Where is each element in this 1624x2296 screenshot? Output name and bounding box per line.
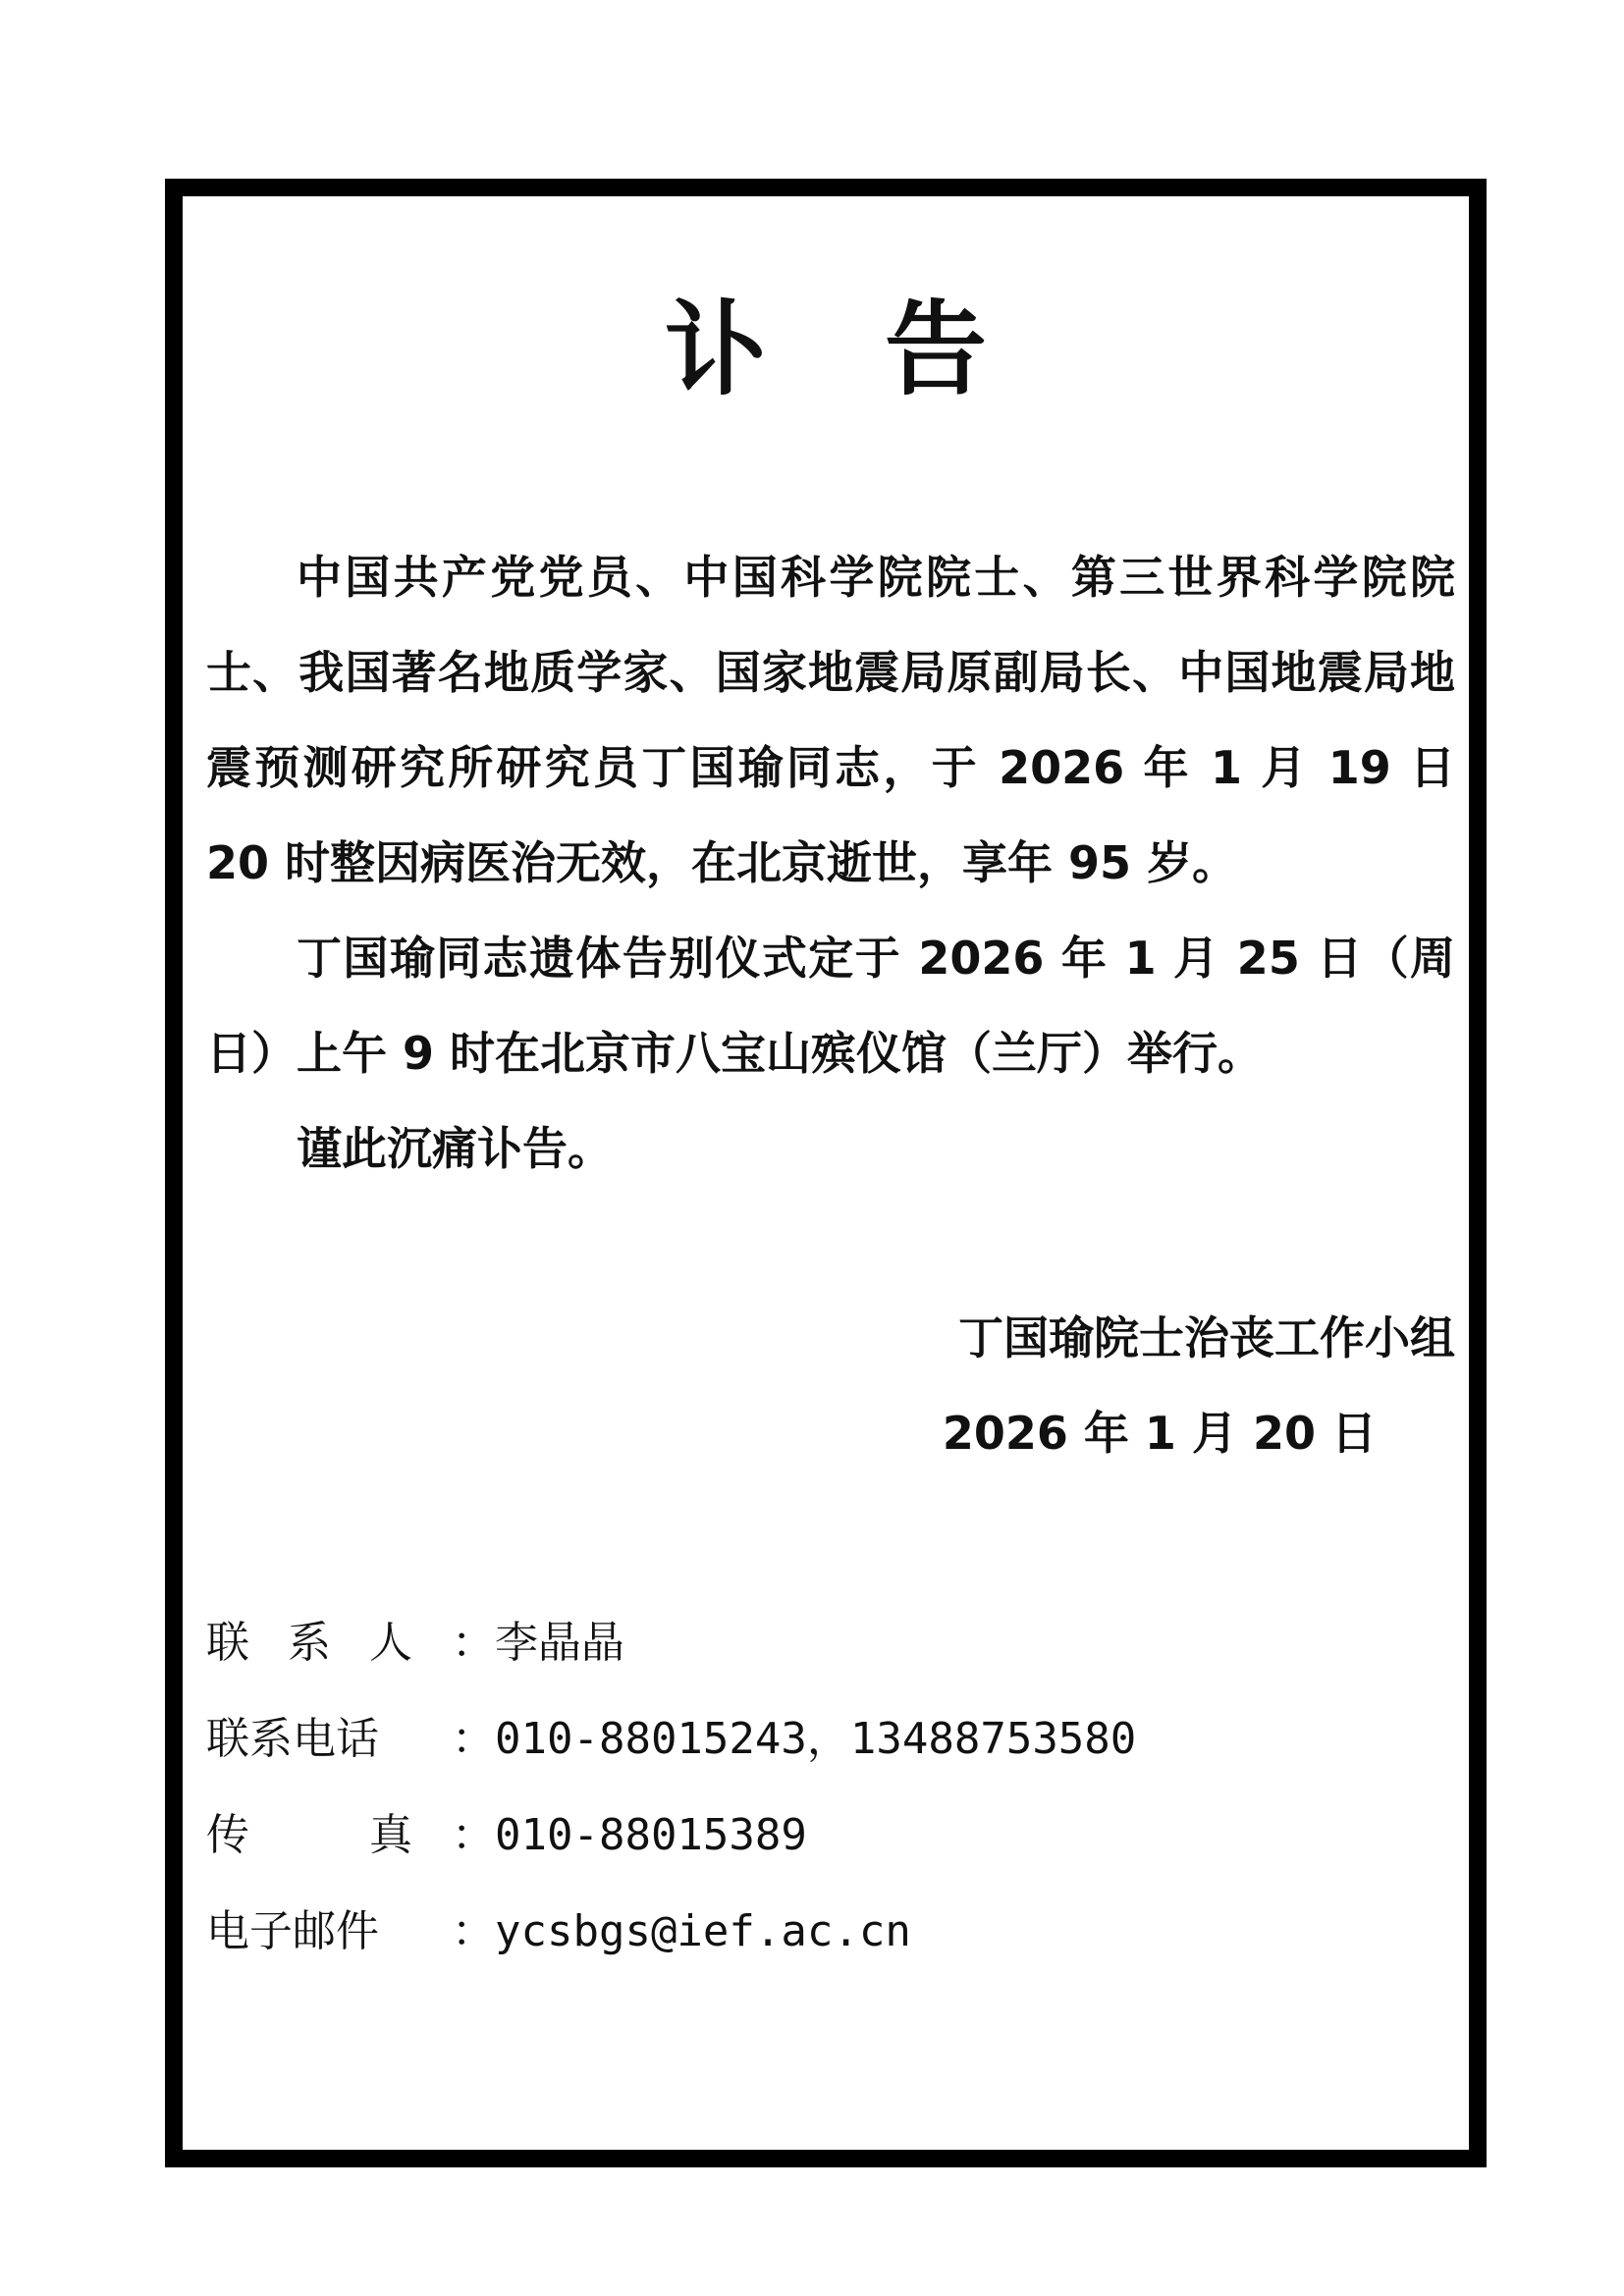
notice-border-frame [165,179,1487,2167]
notice-body [206,530,1455,1197]
contact-label-email: 电子邮件 [206,1906,379,1956]
body-paragraph-ceremony: 丁国瑜同志遗体告别仪式定于 2026 年 1 月 25 日（周日）上午 9 时在北京市八宝山殡仪馆（兰厅）举行。 [206,932,1455,1080]
signature-organization: 丁国瑜院士治丧工作小组 [958,1311,1455,1364]
body-paragraph-closing: 谨此沉痛讣告。 [297,1122,613,1175]
notice-title: 讣告 [664,290,1105,409]
signature-block [943,1291,1455,1481]
contact-label-phone: 联系电话 [206,1714,379,1764]
contact-row-email: 电子邮件 ：ycsbgs@ief.ac.cn [206,1906,911,1956]
contact-value-phone: 010-88015243，13488753580 [495,1714,1137,1764]
contact-value-fax: 010-88015389 [495,1810,807,1860]
contact-info [206,1595,1136,1980]
contact-value-email[interactable]: ycsbgs@ief.ac.cn [495,1906,911,1956]
contact-label-person: 联 系 人 [206,1618,412,1668]
body-paragraph-announcement: 中国共产党党员、中国科学院院士、第三世界科学院院士、我国著名地质学家、国家地震局原副局长、中国地震局地震预测研究所研究员丁国瑜同志，于 2026 年 1 月 19 日 20 时整因病医治无效，在北京逝世，享年 95 岁。 [206,551,1455,889]
contact-value-person: 李晶晶 [495,1618,624,1668]
contact-row-person: 联 系 人 ：李晶晶 [206,1595,1136,1691]
contact-row-fax: 传 真 ：010-88015389 [206,1788,1136,1884]
contact-row-phone: 联系电话 ：010-88015243，13488753580 [206,1714,1137,1764]
contact-label-fax: 传 真 [206,1810,412,1860]
signature-date: 2026 年 1 月 20 日 [942,1407,1377,1460]
